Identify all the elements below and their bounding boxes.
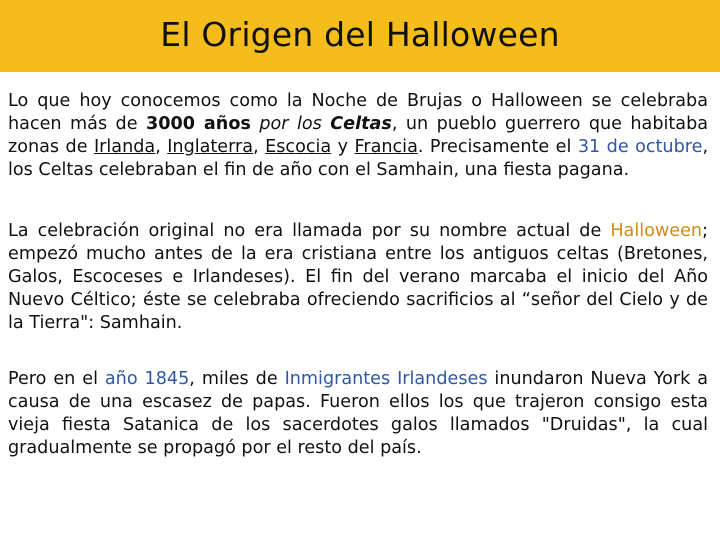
p2-text-2: ; empezó mucho antes de la era cristiana entre los antiguos celtas (Bretones, Galos, Escoceses e Irlandeses). El fin del verano marcaba el inicio del Año Nuevo Céltico; éste se celebraba ofreciendo sacrificios al “señor del Cielo y de la Tierra": Samhain. [8, 221, 708, 333]
p2-text-1: La celebración original no era llamada por su nombre actual de [8, 221, 611, 241]
p1-text-1: Lo que hoy conocemos como la Noche de Brujas o Halloween se celebraba hacen más de [8, 91, 708, 134]
page-title: El Origen del Halloween [160, 14, 560, 54]
article-body [8, 90, 708, 460]
p3-text-1: Pero en el [8, 369, 105, 389]
paragraph-immigration [8, 368, 708, 460]
p1-text-8: , los Celtas celebraban el fin de año con el Samhain, una fiesta pagana. [8, 137, 709, 180]
p1-bold-celtas: Celtas [330, 114, 392, 134]
link-inglaterra[interactable]: Inglaterra [167, 137, 254, 157]
paragraph-celebration [8, 220, 708, 335]
p1-text-3: , un pueblo guerrero que habitaba zonas de [8, 114, 709, 157]
link-francia[interactable]: Francia [354, 137, 418, 157]
title-banner [0, 0, 720, 72]
highlight-immigrants: Inmigrantes Irlandeses [284, 369, 488, 389]
highlight-date: 31 de octubre [577, 137, 703, 157]
paragraph-origin [8, 90, 708, 182]
link-irlanda[interactable]: Irlanda [93, 137, 156, 157]
p1-bold-years: 3000 años [145, 114, 251, 134]
p1-text-4: , [155, 137, 168, 157]
highlight-halloween: Halloween [610, 221, 703, 241]
highlight-year: año 1845 [104, 369, 190, 389]
p1-text-5: , [253, 137, 266, 157]
p3-text-2: , miles de [189, 369, 285, 389]
p1-text-6: y [331, 137, 355, 157]
p1-text-7: . Precisamente el [417, 137, 578, 157]
p1-italic-por-los: por los [259, 114, 331, 134]
p3-text-3: inundaron Nueva York a causa de una escasez de papas. Fueron ellos los que trajeron consigo esta vieja fiesta Satanica de los sacerdotes galos llamados "Druidas", la cual gradualmente se propagó por el resto del país. [8, 369, 708, 458]
link-escocia[interactable]: Escocia [265, 137, 332, 157]
